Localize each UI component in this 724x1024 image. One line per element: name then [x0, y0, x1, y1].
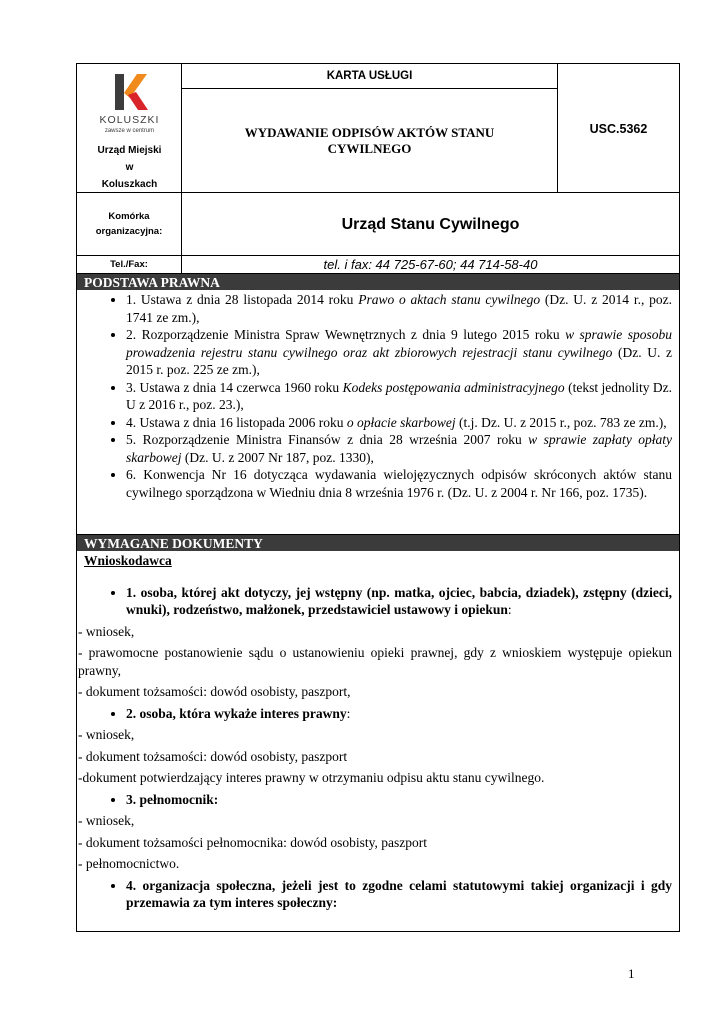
group-1-line-2: - prawomocne postanowienie sądu o ustanowieniu opieki prawnej, gdy z wnioskiem występuje opiekun prawny, — [78, 645, 672, 678]
legal-item-4-title: o opłacie skarbowej — [346, 414, 456, 430]
group-2-colon: : — [346, 705, 351, 721]
unit-label — [77, 192, 182, 255]
service-title-line1: WYDAWANIE ODPISÓW AKTÓW STANU — [244, 125, 495, 140]
group-2-line-2: - dokument tożsamości: dowód osobisty, paszport — [78, 748, 348, 764]
logo-k-stem — [115, 74, 124, 110]
group-2-title — [126, 705, 672, 723]
applicant-subheading: Wnioskodawca — [84, 553, 172, 568]
legal-item-3-text: 3. Ustawa z dnia 14 czerwca 1960 roku — [126, 379, 343, 395]
logo-text: KOLUSZKI — [99, 114, 160, 126]
logo-k-lower-arm — [128, 92, 148, 110]
legal-item-4-text: 4. Ustawa z dnia 16 listopada 2006 roku — [126, 414, 347, 430]
legal-item-5-ref: (Dz. U. z 2007 Nr 187, poz. 1330), — [181, 449, 374, 465]
group-3-line-1: - wniosek, — [78, 813, 135, 828]
tel-value: tel. i fax: 44 725-67-60; 44 714-58-40 — [182, 255, 679, 273]
legal-item-5 — [126, 431, 672, 466]
group-2-line-3: -dokument potwierdzający interes prawny w otrzymaniu odpisu aktu stanu cywilnego. — [78, 770, 545, 785]
required-documents — [78, 552, 672, 912]
logo-cell — [77, 64, 182, 192]
group-1-line-3: - dokument tożsamości: dowód osobisty, paszport, — [78, 684, 351, 699]
legal-item-4 — [126, 414, 672, 432]
legal-item-2 — [126, 326, 672, 379]
unit-label-line2: organizacyjna: — [95, 226, 163, 237]
legal-item-2-text: 2. Rozporządzenie Ministra Spraw Wewnętrznych z dnia 9 lutego 2015 roku — [126, 327, 566, 342]
legal-item-6-text: 6. Konwencja Nr 16 dotycząca wydawania wielojęzycznych odpisów skróconych aktów stanu cywilnego sporządzona w Wiedniu dnia 8 września 1976 r. (Dz. U. z 2004 r. Nr 166, poz. 1735). — [126, 467, 672, 500]
card-header — [77, 64, 679, 273]
legal-basis-heading: PODSTAWA PRAWNA — [77, 273, 679, 290]
service-code: USC.5362 — [589, 122, 648, 136]
legal-items — [84, 291, 672, 501]
group-1-title — [126, 584, 672, 619]
group-4 — [84, 877, 672, 912]
unit-label-line1: Komórka — [108, 211, 150, 222]
office-name-line3: Koluszkach — [101, 179, 158, 190]
office-name-line2: w — [125, 162, 134, 173]
group-2-title-text: 2. osoba, która wykaże interes prawny — [126, 705, 347, 721]
group-1 — [84, 584, 672, 619]
group-1-colon: : — [507, 602, 512, 617]
legal-item-2-title: w sprawie sposobu prowadzenia rejestru stanu cywilnego oraz akt zbiorowych rejestracji stanu cywilnego — [126, 327, 672, 360]
logo-tagline: zawsze w centrum — [104, 128, 155, 134]
legal-item-1 — [126, 291, 672, 326]
legal-item-4-ref: (t.j. Dz. U. z 2015 r., poz. 783 ze zm.), — [455, 414, 667, 430]
group-2-line-1: - wniosek, — [78, 727, 135, 742]
legal-item-2-ref: (Dz. U. z 2015 r. poz. 225 ze zm.), — [126, 344, 672, 377]
legal-item-3 — [126, 379, 672, 414]
group-1-line-1: - wniosek, — [78, 623, 135, 639]
service-card — [76, 63, 680, 932]
office-name-line1: Urząd Miejski — [97, 145, 162, 156]
legal-item-3-ref: (tekst jednolity Dz. U z 2016 r., poz. 23.), — [126, 379, 673, 412]
legal-item-1-text: 1. Ustawa z dnia 28 listopada 2014 roku — [126, 292, 359, 307]
legal-item-6 — [126, 466, 672, 501]
group-3-title: • 3. pełnomocnik: — [126, 791, 672, 809]
required-documents-heading: WYMAGANE DOKUMENTY — [77, 534, 679, 551]
group-3-line-3: - pełnomocnictwo. — [78, 856, 180, 871]
unit-value: Urząd Stanu Cywilnego — [182, 192, 679, 255]
legal-item-3-title: Kodeks postępowania administracyjnego — [342, 379, 565, 395]
office-name — [77, 142, 182, 193]
service-title-line2: CYWILNEGO — [327, 141, 412, 156]
group-3-line-2: - dokument tożsamości pełnomocnika: dowód osobisty, paszport — [78, 834, 427, 850]
legal-item-5-text: 5. Rozporządzenie Ministra Finansów z dnia 28 września 2007 roku — [126, 432, 529, 447]
group-2 — [84, 705, 672, 723]
legal-item-1-title: Prawo o aktach stanu cywilnego — [358, 292, 541, 307]
service-title — [182, 89, 558, 192]
page-number: 1 — [628, 966, 635, 981]
legal-item-5-title: w sprawie zapłaty opłaty skarbowej — [126, 432, 672, 465]
card-label: KARTA USŁUGI — [182, 64, 558, 89]
tel-label: Tel./Fax: — [77, 255, 182, 273]
koluszki-logo — [77, 68, 182, 138]
legal-basis-list — [84, 291, 672, 501]
legal-item-1-ref: (Dz. U. z 2014 r., poz. 1741 ze zm.), — [126, 292, 672, 325]
group-1-title-text: 1. osoba, której akt dotyczy, jej wstępny (np. matka, ojciec, babcia, dziadek), zstępny (dzieci, wnuki), rodzeństwo, małżonek, przedstawiciel ustawowy i opiekun — [126, 584, 672, 617]
group-3 — [84, 791, 672, 809]
group-4-title: • 4. organizacja społeczna, jeżeli jest to zgodne celami statutowymi takiej organizacji i gdy przemawia za tym interes społeczny: — [126, 877, 672, 912]
